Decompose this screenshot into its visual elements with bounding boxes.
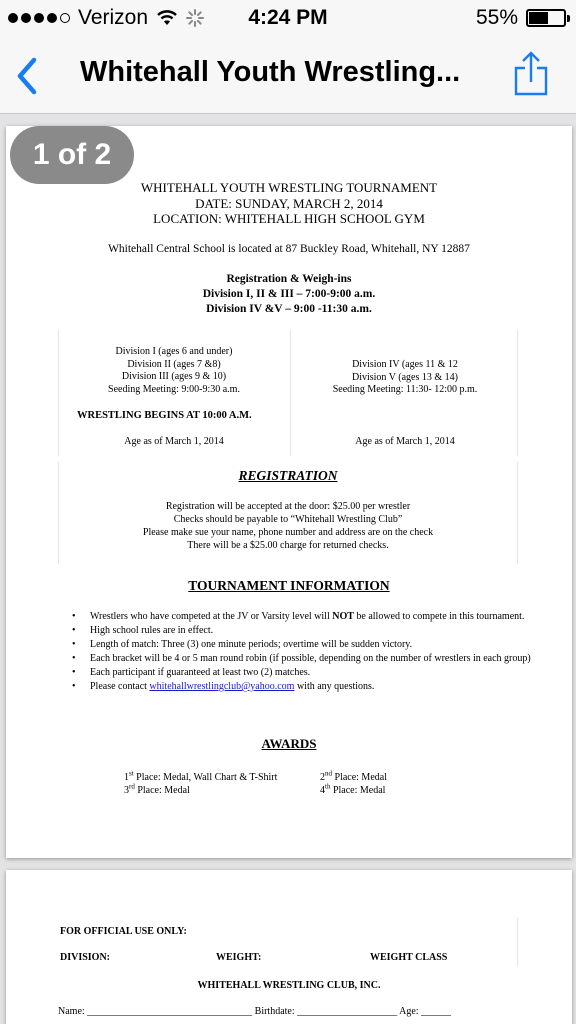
division-line: Division V (ages 13 & 14) bbox=[351, 371, 458, 383]
status-right bbox=[476, 6, 566, 30]
weight-label: WEIGHT: bbox=[216, 952, 262, 963]
age-note-left: Age as of March 1, 2014 bbox=[124, 436, 224, 447]
list-item: • Please contact whitehallwrestlingclub@yahoo.com with any questions. bbox=[72, 680, 532, 693]
doc-location: LOCATION: WHITEHALL HIGH SCHOOL GYM bbox=[153, 211, 425, 226]
name-line: Name: _________________________________ Birthdate: ____________________ Age: ______ bbox=[58, 1006, 452, 1017]
doc-title: WHITEHALL YOUTH WRESTLING TOURNAMENT bbox=[140, 180, 438, 195]
reg-weighin-heading: Registration & Weigh-ins bbox=[226, 273, 352, 285]
division-line: Division III (ages 9 & 10) bbox=[121, 371, 227, 382]
status-time: 4:24 PM bbox=[248, 6, 328, 29]
awards-title: AWARDS bbox=[261, 736, 317, 751]
division-line: Seeding Meeting: 9:00-9:30 a.m. bbox=[108, 383, 240, 395]
club-name: WHITEHALL WRESTLING CLUB, INC. bbox=[197, 980, 381, 991]
status-bar bbox=[0, 0, 576, 38]
email-link[interactable]: whitehallwrestlingclub@yahoo.com bbox=[149, 681, 295, 692]
document-header bbox=[6, 180, 572, 227]
registration-line: Please make sue your name, phone number and address are on the check bbox=[142, 527, 434, 538]
division-line: Division II (ages 7 &8) bbox=[127, 358, 221, 370]
division-line: Seeding Meeting: 11:30- 12:00 p.m. bbox=[332, 384, 478, 395]
tournament-info-title: TOURNAMENT INFORMATION bbox=[188, 578, 390, 593]
reg-time-2: Division IV &V – 9:00 -11:30 a.m. bbox=[206, 303, 372, 315]
doc-address: Whitehall Central School is located at 87 Buckley Road, Whitehall, NY 12887 bbox=[108, 243, 470, 255]
weight-class-label: WEIGHT CLASS bbox=[370, 952, 448, 963]
battery-percent: 55% bbox=[475, 6, 518, 29]
share-icon[interactable] bbox=[512, 50, 550, 98]
division-line: Division IV (ages 11 & 12 bbox=[352, 359, 458, 370]
page-indicator: 1 of 2 bbox=[10, 126, 134, 184]
doc-date: DATE: SUNDAY, MARCH 2, 2014 bbox=[195, 195, 383, 211]
award-3: 3rd Place: Medal bbox=[124, 783, 190, 797]
division-label: DIVISION: bbox=[60, 952, 111, 963]
award-2: 2nd Place: Medal bbox=[320, 770, 387, 784]
registration-line: Checks should be payable to “Whitehall Wrestling Club” bbox=[173, 514, 403, 525]
registration-lines bbox=[59, 500, 517, 552]
award-1: 1st Place: Medal, Wall Chart & T-Shirt bbox=[124, 770, 278, 784]
list-item: • Each bracket will be 4 or 5 man round robin (if possible, depending on the number of wrestlers in each group) bbox=[72, 652, 532, 665]
list-item: • Length of match: Three (3) one minute periods; overtime will be sudden victory. bbox=[72, 638, 532, 651]
divisions-box bbox=[58, 330, 518, 456]
registration-line: Registration will be accepted at the door: $25.00 per wrestler bbox=[165, 501, 411, 512]
tournament-info-list bbox=[72, 610, 532, 694]
wrestling-begins: WRESTLING BEGINS AT 10:00 A.M. bbox=[77, 410, 252, 421]
registration-box bbox=[58, 462, 518, 564]
reg-time-1: Division I, II & III – 7:00-9:00 a.m. bbox=[202, 288, 376, 300]
pdf-page-2[interactable] bbox=[6, 870, 572, 1024]
carrier-label: Verizon bbox=[78, 6, 149, 29]
list-item: • Each participant if guaranteed at least two (2) matches. bbox=[72, 666, 532, 679]
age-note-right: Age as of March 1, 2014 bbox=[355, 436, 455, 447]
nav-title: Whitehall Youth Wrestling... bbox=[80, 56, 461, 88]
award-4: 4th Place: Medal bbox=[320, 783, 386, 797]
list-item: • Wrestlers who have competed at the JV or Varsity level will NOT be allowed to compete in this tournament. bbox=[72, 610, 532, 623]
registration-line: There will be a $25.00 charge for returned checks. bbox=[187, 540, 389, 551]
back-chevron-icon[interactable] bbox=[10, 54, 50, 98]
pdf-page-1[interactable] bbox=[6, 126, 572, 858]
list-item: • High school rules are in effect. bbox=[72, 624, 532, 637]
registration-title: REGISTRATION bbox=[238, 468, 338, 483]
battery-icon bbox=[526, 9, 566, 27]
official-use-label: FOR OFFICIAL USE ONLY: bbox=[60, 926, 187, 937]
divisions-right bbox=[291, 359, 519, 397]
divisions-left bbox=[59, 346, 289, 396]
registration-times bbox=[6, 272, 572, 317]
navigation-bar bbox=[0, 38, 576, 114]
division-line: Division I (ages 6 and under) bbox=[115, 346, 233, 357]
